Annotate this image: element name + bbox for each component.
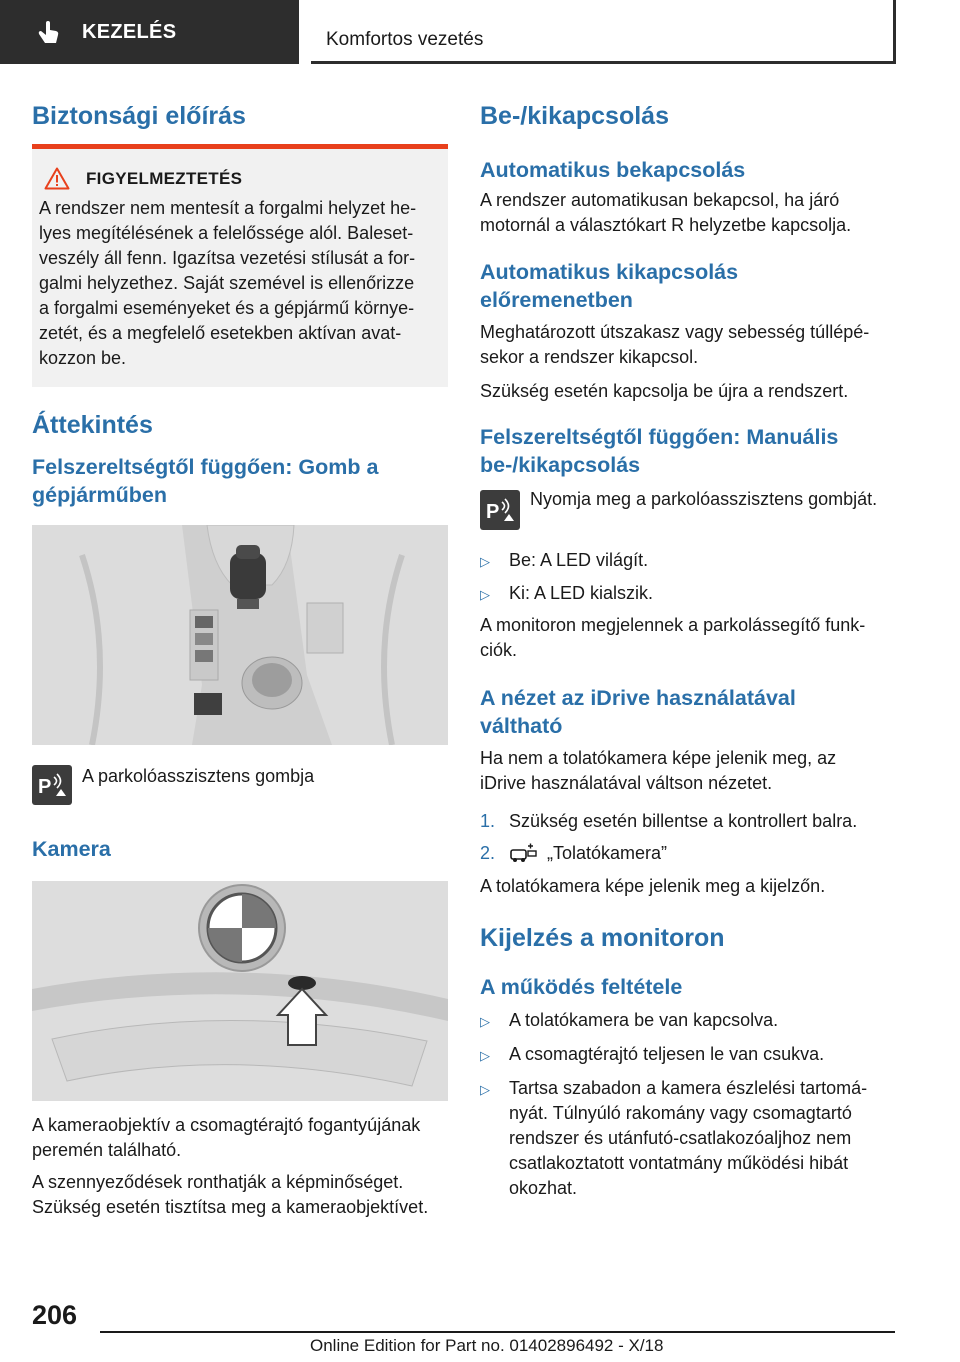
auto-on-text bbox=[480, 188, 896, 238]
subheading-line: be-/kikapcsolás bbox=[480, 453, 641, 477]
overview-heading: Áttekintés bbox=[32, 411, 153, 439]
right-column bbox=[480, 100, 896, 1201]
list-item-text: Tartsa szabadon a kamera észlelési tartomá- bbox=[509, 1078, 868, 1098]
list-item-text: Ki: A LED kialszik. bbox=[509, 583, 654, 603]
list-item bbox=[480, 841, 896, 866]
button-subheading bbox=[32, 453, 448, 509]
left-column bbox=[32, 100, 448, 1220]
park-assist-caption-row bbox=[32, 765, 448, 805]
list-item bbox=[480, 809, 896, 834]
warning-line: lyes megítélésének a felelőssége alól. Baleset- bbox=[39, 223, 414, 243]
subheading-line: A nézet az iDrive használatával bbox=[480, 686, 796, 710]
console-button-photo bbox=[32, 525, 448, 745]
triangle-bullet-icon: ▷ bbox=[480, 1048, 490, 1063]
warning-line: galmi helyzethez. Saját szemével is ellenőrizze bbox=[39, 273, 415, 293]
warning-line: A rendszer nem mentesít a forgalmi helyzet he- bbox=[39, 198, 417, 218]
step-number: 2. bbox=[480, 843, 496, 863]
list-item-text: okozhat. bbox=[509, 1178, 578, 1198]
condition-subheading: A működés feltétele bbox=[480, 975, 683, 999]
triangle-bullet-icon: ▷ bbox=[480, 1082, 490, 1097]
reverse-camera-icon bbox=[509, 841, 539, 863]
header-chapter-box bbox=[311, 0, 896, 64]
subheading-line: Felszereltségtől függően: Manuális bbox=[480, 425, 839, 449]
list-item-text: csatlakoztatott vontatmány működési hibát bbox=[509, 1153, 849, 1173]
warning-header bbox=[44, 167, 442, 190]
list-item bbox=[480, 1042, 896, 1068]
warning-line: veszély áll fenn. Igazítsa vezetési stílusát a for- bbox=[39, 248, 416, 268]
auto-off-subheading bbox=[480, 258, 896, 314]
list-item bbox=[480, 1076, 896, 1201]
manual-subheading bbox=[480, 423, 896, 479]
step-text: Szükség esetén billentse a kontrollert balra. bbox=[509, 811, 858, 831]
camera-location-text bbox=[32, 1113, 448, 1163]
header-chapter-label: Komfortos vezetés bbox=[326, 29, 484, 50]
warning-box bbox=[32, 144, 448, 387]
subheading-line: előremenetben bbox=[480, 288, 633, 312]
led-bullet-list bbox=[480, 548, 896, 607]
triangle-bullet-icon: ▷ bbox=[480, 554, 490, 569]
text-line: Meghatározott útszakasz vagy sebesség túllépé- bbox=[480, 322, 870, 342]
park-assist-button-icon bbox=[480, 490, 520, 530]
tailgate-camera-photo bbox=[32, 881, 448, 1101]
conditions-list bbox=[480, 1008, 896, 1201]
text-line: A monitoron megjelennek a parkolássegítő funk- bbox=[480, 615, 866, 635]
step-number: 1. bbox=[480, 811, 496, 831]
subheading-line: Automatikus kikapcsolás bbox=[480, 260, 739, 284]
text-line: A kameraobjektív a csomagtérajtó fogantyújának bbox=[32, 1115, 421, 1135]
footer-divider bbox=[100, 1331, 895, 1333]
display-heading: Kijelzés a monitoron bbox=[480, 924, 725, 952]
idrive-text bbox=[480, 746, 896, 796]
page-number: 206 bbox=[32, 1300, 78, 1330]
step-text: „Tolatókamera” bbox=[547, 843, 668, 863]
text-line: Ha nem a tolatókamera képe jelenik meg, az bbox=[480, 748, 837, 768]
list-item-text: nyát. Túlnyúló rakomány vagy csomagtartó bbox=[509, 1103, 852, 1123]
header-section-tab bbox=[0, 0, 299, 64]
text-line: peremén található. bbox=[32, 1140, 182, 1160]
idrive-subheading bbox=[480, 684, 896, 740]
svg-text:P: P bbox=[486, 501, 500, 523]
svg-text:P: P bbox=[38, 776, 52, 798]
monitor-functions-text bbox=[480, 613, 896, 663]
warning-text bbox=[39, 196, 442, 371]
list-item bbox=[480, 1008, 896, 1034]
auto-off-text bbox=[480, 320, 896, 370]
edition-note: Online Edition for Part no. 01402896492 - X/18 bbox=[310, 1336, 664, 1355]
warning-triangle-icon bbox=[44, 167, 70, 190]
camera-subheading: Kamera bbox=[32, 837, 111, 861]
warning-line: kozzon be. bbox=[39, 348, 127, 368]
onoff-heading: Be-/kikapcsolás bbox=[480, 102, 669, 130]
text-line: A szennyeződések ronthatják a képminőséget. bbox=[32, 1172, 404, 1192]
subheading-line: gépjárműben bbox=[32, 483, 167, 507]
auto-on-subheading: Automatikus bekapcsolás bbox=[480, 158, 746, 182]
pointing-hand-icon bbox=[38, 20, 60, 44]
text-line: iDrive használatával váltson nézetet. bbox=[480, 773, 773, 793]
dirt-warning-text bbox=[32, 1170, 448, 1220]
triangle-bullet-icon: ▷ bbox=[480, 587, 490, 602]
warning-line: zetét, és a megfelelő esetekben aktívan avat- bbox=[39, 323, 402, 343]
subheading-line: Felszereltségtől függően: Gomb a bbox=[32, 455, 379, 479]
list-item bbox=[480, 581, 896, 607]
steps-list bbox=[480, 809, 896, 866]
list-item-text: A csomagtérajtó teljesen le van csukva. bbox=[509, 1044, 825, 1064]
text-line: sekor a rendszer kikapcsol. bbox=[480, 347, 699, 367]
park-assist-caption: A parkolóasszisztens gombja bbox=[82, 766, 315, 786]
header-section-label: KEZELÉS bbox=[82, 20, 177, 43]
press-button-row bbox=[480, 490, 896, 530]
reactivate-text: Szükség esetén kapcsolja be újra a rendszert. bbox=[480, 381, 849, 401]
list-item-text: rendszer és utánfutó-csatlakozóaljhoz nem bbox=[509, 1128, 852, 1148]
text-line: motornál a választókart R helyzetbe kapcsolja. bbox=[480, 215, 852, 235]
press-button-text: Nyomja meg a parkolóasszisztens gombját. bbox=[530, 489, 878, 509]
text-line: ciók. bbox=[480, 640, 518, 660]
list-item-text: A tolatókamera be van kapcsolva. bbox=[509, 1010, 779, 1030]
camera-shown-text: A tolatókamera képe jelenik meg a kijelzőn. bbox=[480, 876, 826, 896]
text-line: A rendszer automatikusan bekapcsol, ha járó bbox=[480, 190, 840, 210]
park-assist-button-icon bbox=[32, 765, 72, 805]
triangle-bullet-icon: ▷ bbox=[480, 1014, 490, 1029]
list-item-text: Be: A LED világít. bbox=[509, 550, 649, 570]
list-item bbox=[480, 548, 896, 574]
text-line: Szükség esetén tisztítsa meg a kameraobjektívet. bbox=[32, 1197, 429, 1217]
subheading-line: váltható bbox=[480, 714, 563, 738]
warning-label: FIGYELMEZTETÉS bbox=[86, 168, 243, 188]
warning-line: a forgalmi eseményeket és a gépjármű környe- bbox=[39, 298, 415, 318]
safety-heading: Biztonsági előírás bbox=[32, 102, 246, 130]
